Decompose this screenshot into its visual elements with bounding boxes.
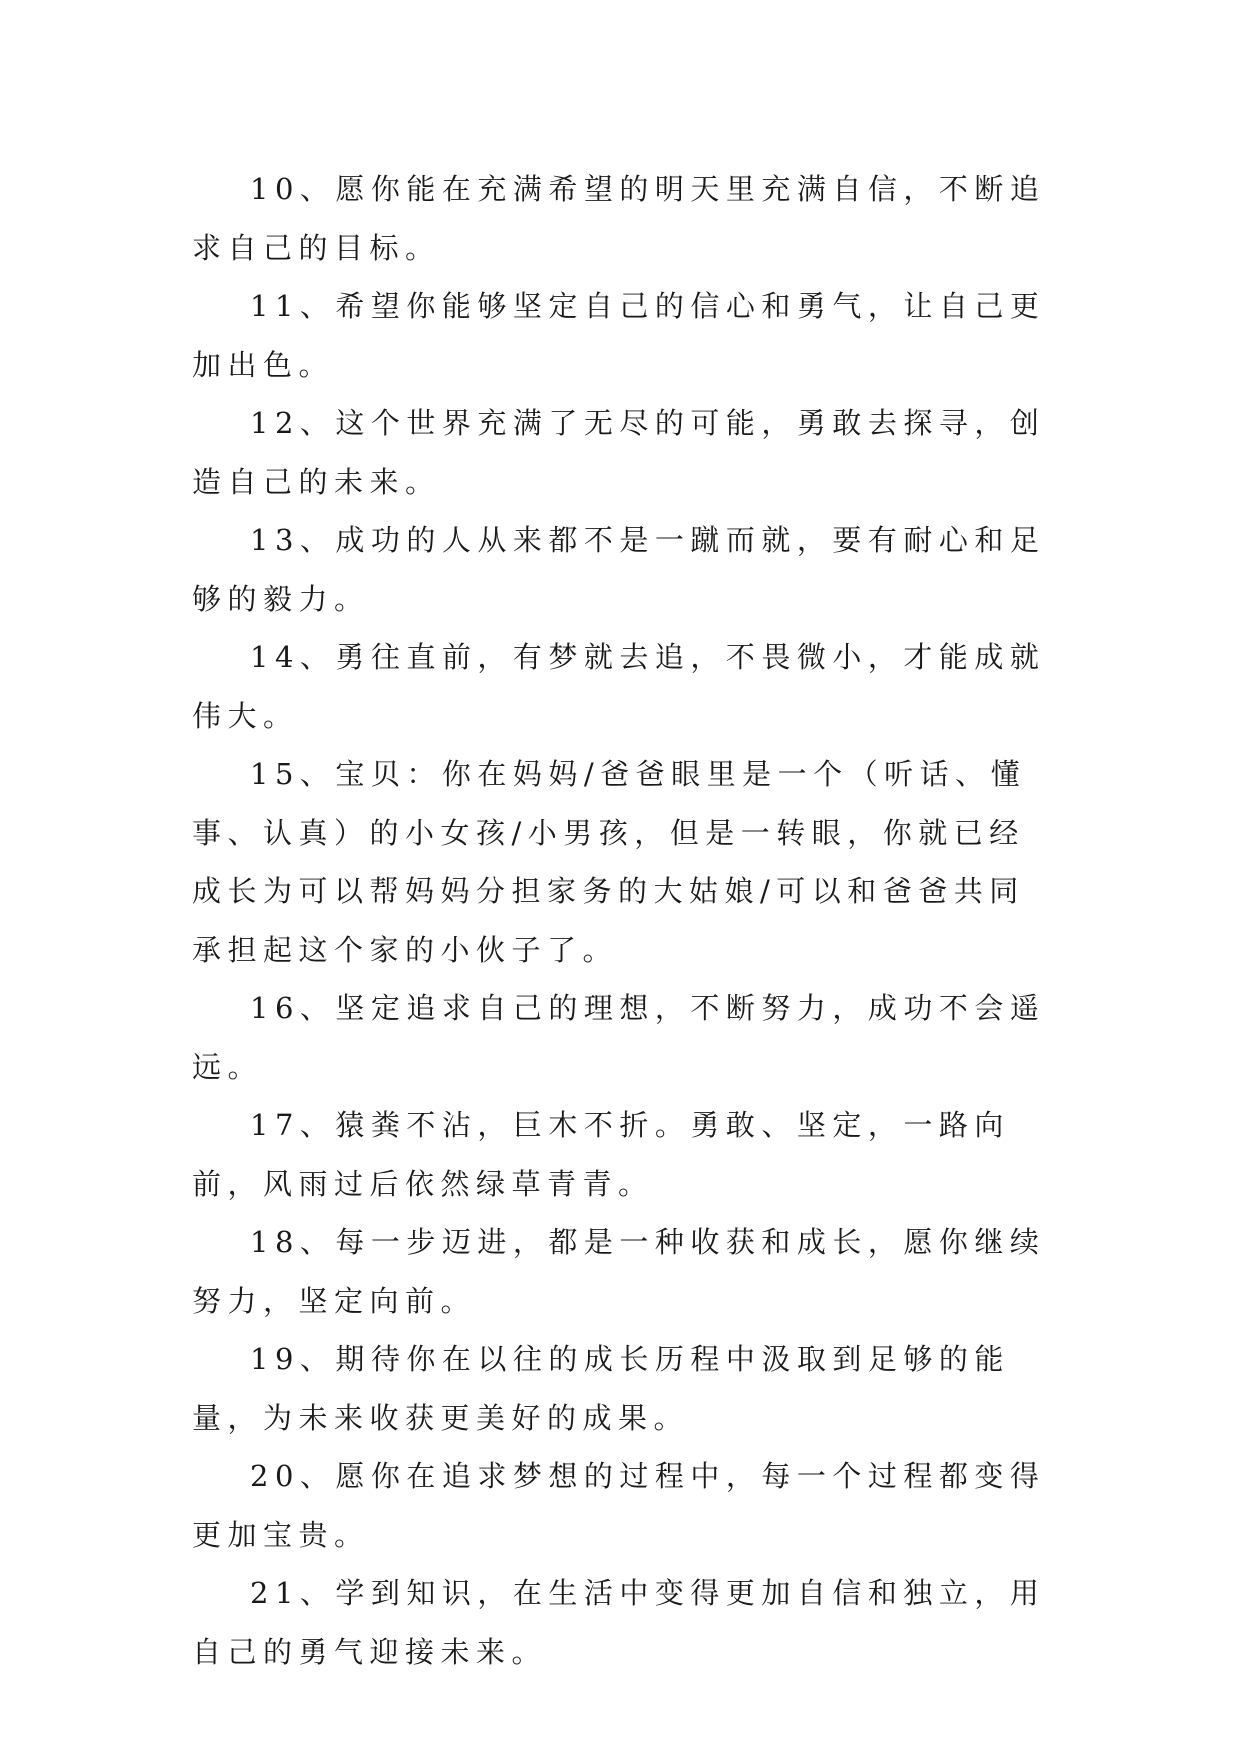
paragraph-11: 11、希望你能够坚定自己的信心和勇气，让自己更加出色。 (192, 289, 1046, 382)
paragraph-18: 18、每一步迈进，都是一种收获和成长，愿你继续努力，坚定向前。 (192, 1225, 1046, 1318)
paragraph-10: 10、愿你能在充满希望的明天里充满自信，不断追求自己的目标。 (192, 172, 1046, 265)
paragraph-21: 21、学到知识，在生活中变得更加自信和独立，用自己的勇气迎接未来。 (192, 1576, 1046, 1669)
document-body (192, 160, 1054, 1681)
paragraph-14: 14、勇往直前，有梦就去追，不畏微小，才能成就伟大。 (192, 640, 1046, 733)
paragraph-12: 12、这个世界充满了无尽的可能，勇敢去探寻，创造自己的未来。 (192, 406, 1046, 499)
paragraph-19: 19、期待你在以往的成长历程中汲取到足够的能量，为未来收获更美好的成果。 (192, 1342, 1010, 1435)
paragraph-16: 16、坚定追求自己的理想，不断努力，成功不会遥远。 (192, 991, 1046, 1084)
paragraph-20: 20、愿你在追求梦想的过程中，每一个过程都变得更加宝贵。 (192, 1459, 1046, 1552)
paragraph-15: 15、宝贝：你在妈妈/爸爸眼里是一个（听话、懂事、认真）的小女孩/小男孩，但是一转眼，你就已经成长为可以帮妈妈分担家务的大姑娘/可以和爸爸共同承担起这个家的小伙子了。 (192, 757, 1027, 967)
paragraph-13: 13、成功的人从来都不是一蹴而就，要有耐心和足够的毅力。 (192, 523, 1046, 616)
paragraph-17: 17、猿粪不沾，巨木不折。勇敢、坚定，一路向前，风雨过后依然绿草青青。 (192, 1108, 1010, 1201)
